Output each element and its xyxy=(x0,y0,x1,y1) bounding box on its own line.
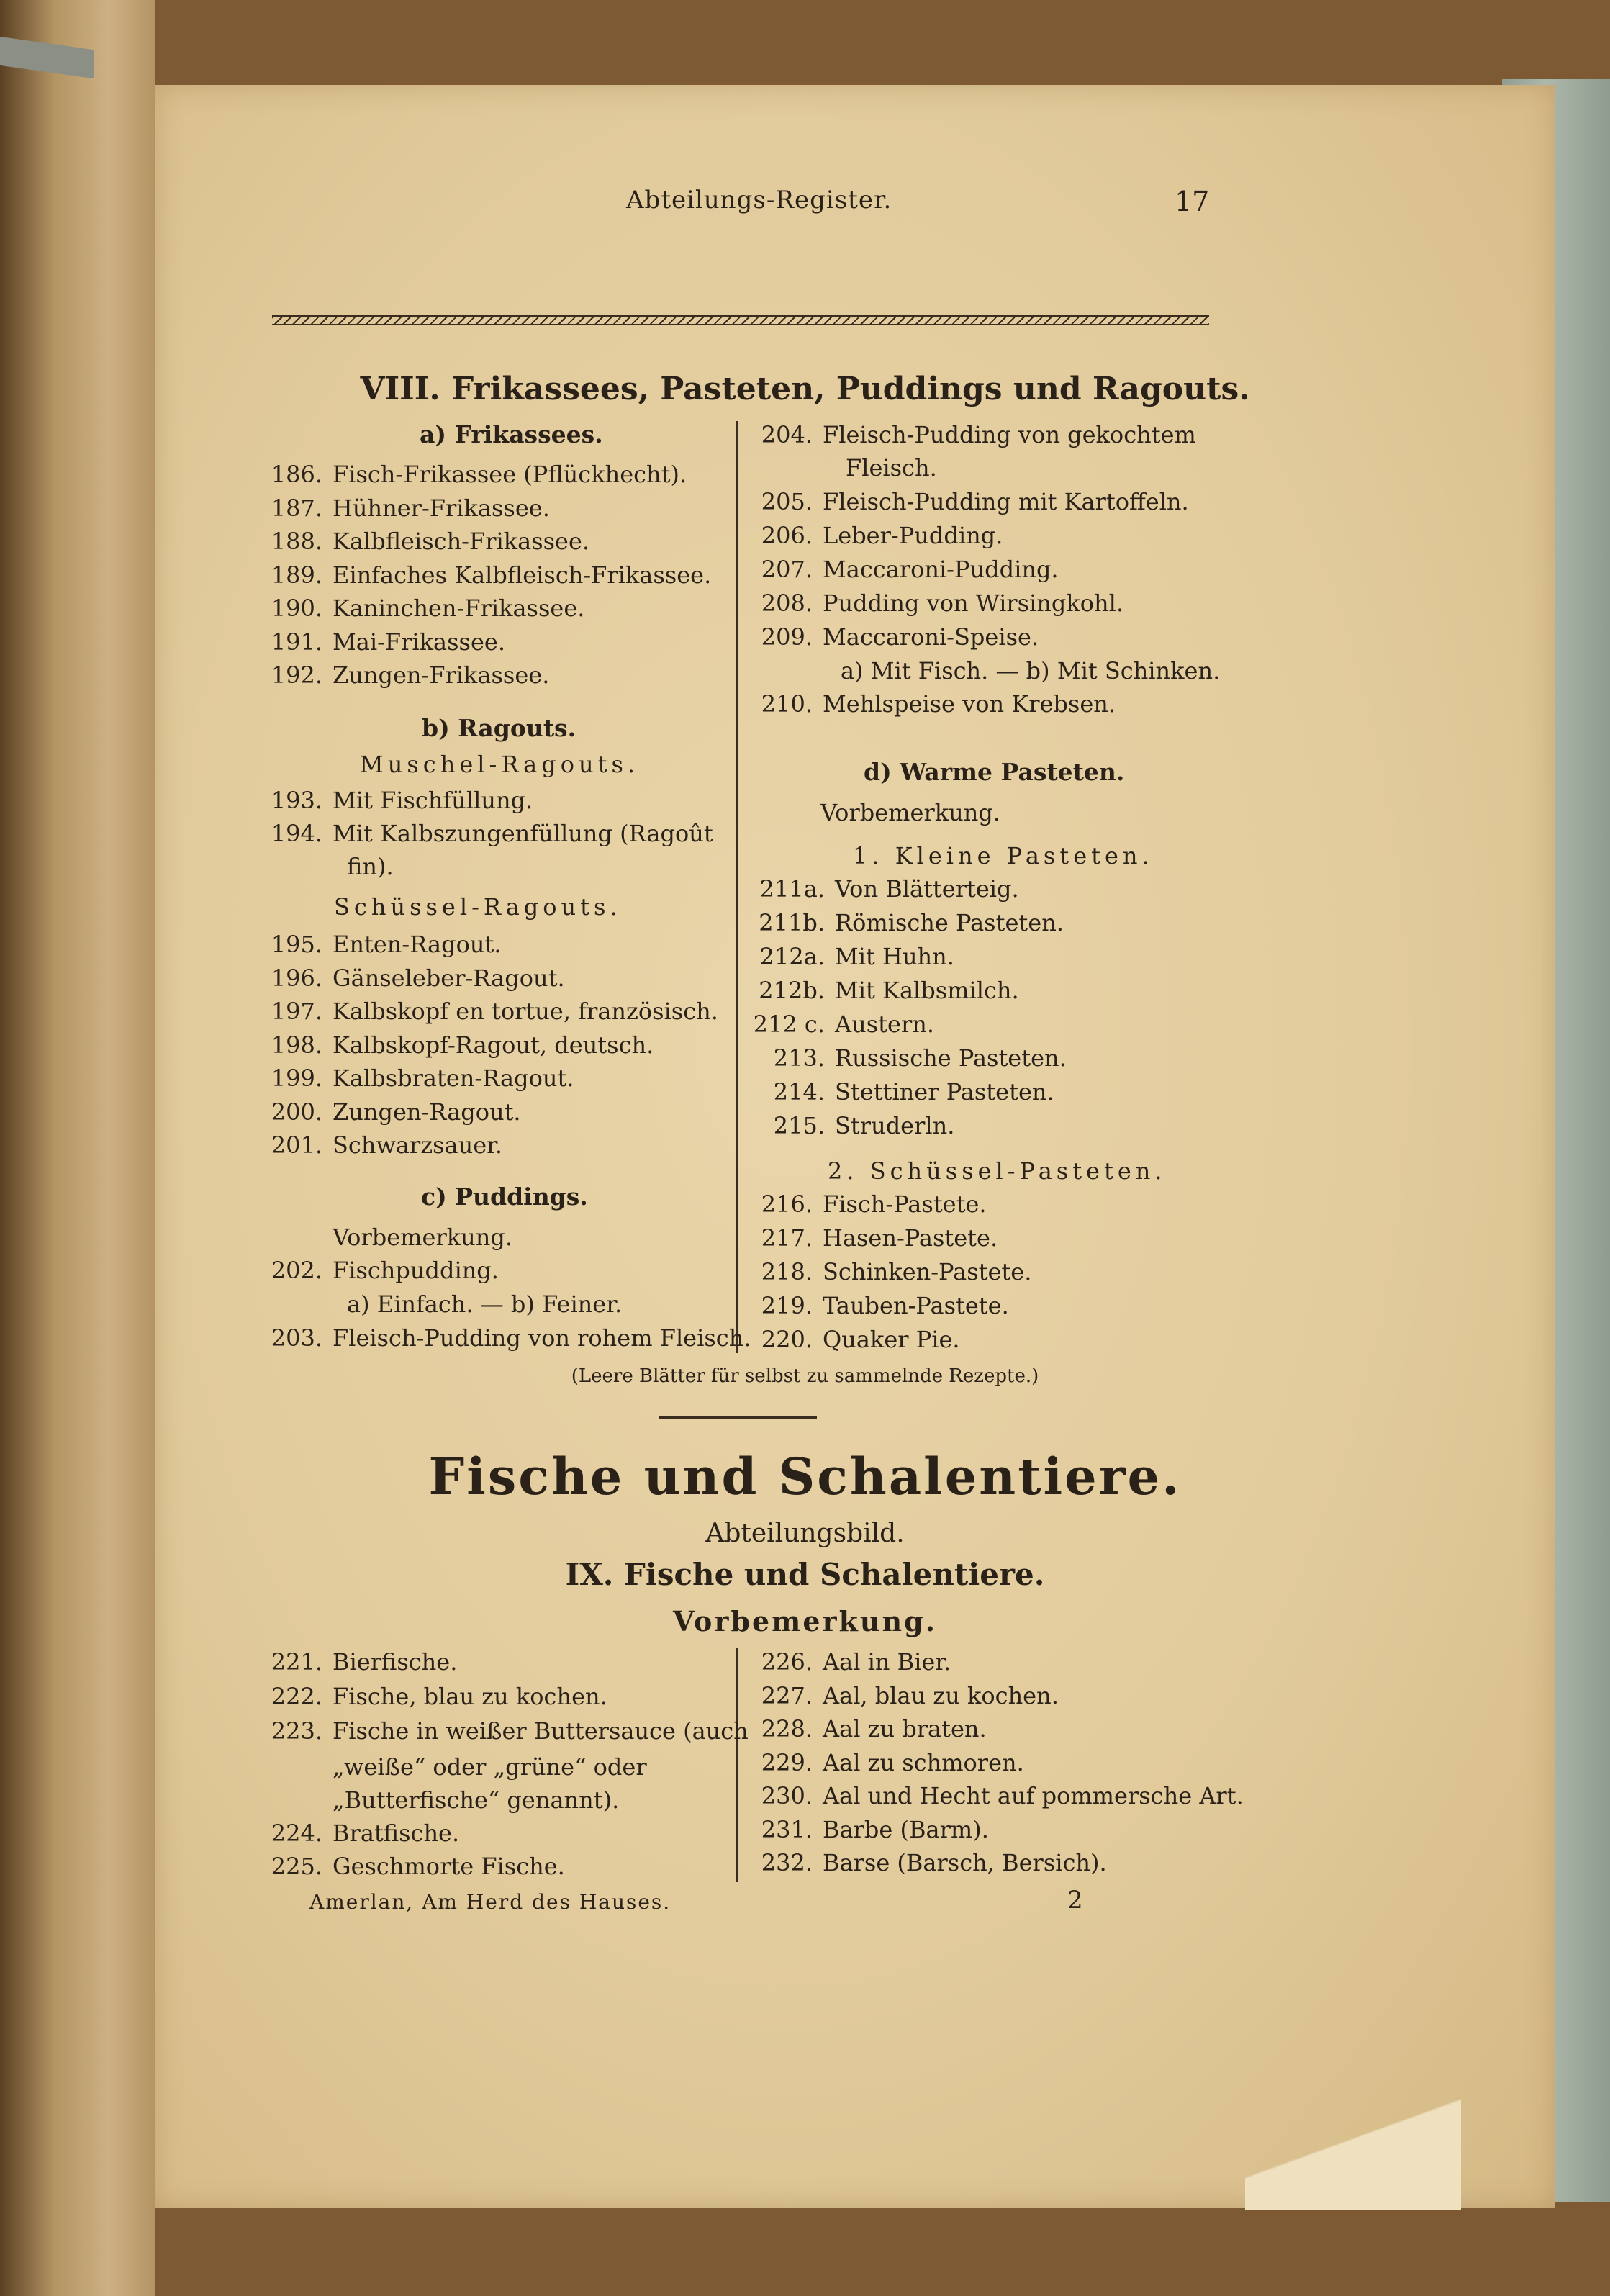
column-divider xyxy=(736,1648,738,1882)
list-item xyxy=(271,661,550,689)
list-item xyxy=(761,1326,960,1353)
vorbemerkung-c: Vorbemerkung. xyxy=(333,1224,512,1251)
item-204-cont: Fleisch. xyxy=(846,454,937,482)
item-text: Kalbskopf en tortue, französisch. xyxy=(333,998,718,1025)
item-number: 211a. xyxy=(759,875,825,903)
item-number: 190. xyxy=(271,595,322,622)
ornamental-rule xyxy=(272,315,1209,325)
item-text: Von Blätterteig. xyxy=(835,875,1019,903)
item-number: 193. xyxy=(271,787,322,814)
list-item xyxy=(759,977,1019,1004)
list-item xyxy=(271,1853,565,1880)
column-divider xyxy=(736,421,738,1353)
item-text: Mit Huhn. xyxy=(835,943,954,970)
list-item xyxy=(271,1820,460,1847)
item-number: 216. xyxy=(761,1190,813,1218)
item-text: Fisch-Pastete. xyxy=(823,1190,987,1218)
item-text: Aal, blau zu kochen. xyxy=(823,1681,1059,1709)
subheading-schuessel: Schüssel-Ragouts. xyxy=(334,893,622,921)
item-text: Austern. xyxy=(835,1011,935,1038)
footer-signature: Amerlan, Am Herd des Hauses. xyxy=(309,1890,671,1914)
item-text: Mit Kalbsmilch. xyxy=(835,977,1019,1004)
list-item xyxy=(759,943,954,970)
item-number: 231. xyxy=(761,1815,813,1843)
list-item xyxy=(271,1131,503,1159)
list-item xyxy=(271,1031,654,1059)
item-text: Mit Fischfüllung. xyxy=(333,787,533,814)
subheading-muschel: Muschel-Ragouts. xyxy=(360,751,640,778)
item-text: Enten-Ragout. xyxy=(333,931,502,958)
item-number: 232. xyxy=(761,1849,813,1876)
list-item xyxy=(759,909,1064,936)
list-item xyxy=(761,556,1059,583)
list-item xyxy=(761,1190,987,1218)
item-number: 221. xyxy=(271,1648,322,1676)
item-number: 217. xyxy=(761,1224,813,1252)
item-text: Barse (Barsch, Bersich). xyxy=(823,1849,1107,1876)
item-209-variants: a) Mit Fisch. — b) Mit Schinken. xyxy=(841,657,1221,684)
item-number: 211b. xyxy=(759,909,825,936)
running-title: Abteilungs-Register. xyxy=(626,186,892,214)
item-number: 204. xyxy=(761,421,813,448)
vorbemerkung-d: Vorbemerkung. xyxy=(820,799,1000,826)
item-number: 224. xyxy=(271,1820,322,1847)
list-item xyxy=(761,421,1196,448)
list-item xyxy=(271,998,718,1025)
item-number: 212b. xyxy=(759,977,825,1004)
item-number: 206. xyxy=(761,522,813,549)
item-text: Aal in Bier. xyxy=(823,1648,951,1676)
list-item xyxy=(271,931,502,958)
subheading-kleine-pasteten: 1. Kleine Pasteten. xyxy=(853,842,1154,869)
item-text: Pudding von Wirsingkohl. xyxy=(823,589,1124,617)
item-text: Hühner-Frikassee. xyxy=(333,494,550,522)
item-text: Fische, blau zu kochen. xyxy=(333,1683,607,1710)
item-text: Fleisch-Pudding mit Kartoffeln. xyxy=(823,488,1189,515)
list-item xyxy=(761,1815,989,1843)
item-number: 188. xyxy=(271,528,322,555)
list-item xyxy=(761,1292,1009,1319)
subheading-d: d) Warme Pasteten. xyxy=(864,758,1125,786)
item-text: Kalbsbraten-Ragout. xyxy=(333,1065,574,1092)
list-item xyxy=(271,595,585,622)
item-number: 194. xyxy=(271,820,322,847)
item-text: Struderln. xyxy=(835,1112,955,1139)
list-item xyxy=(761,1715,987,1743)
list-item xyxy=(271,1717,749,1745)
item-text: Russische Pasteten. xyxy=(835,1044,1067,1072)
item-number: 208. xyxy=(761,589,813,617)
list-item: 202. Fischpudding. xyxy=(271,1257,499,1284)
list-item xyxy=(761,589,1124,617)
item-text: Geschmorte Fische. xyxy=(333,1853,565,1880)
list-item xyxy=(761,1648,951,1676)
item-text: Maccaroni-Speise. xyxy=(823,623,1039,651)
item-number: 186. xyxy=(271,461,322,488)
item-text: Quaker Pie. xyxy=(823,1326,960,1353)
vorbemerkung-ix: Vorbemerkung. xyxy=(673,1605,937,1637)
item-text: Barbe (Barm). xyxy=(823,1815,989,1843)
item-number: 225. xyxy=(271,1853,322,1880)
item-text: Gänseleber-Ragout. xyxy=(333,964,565,992)
part-title: Fische und Schalentiere. xyxy=(428,1447,1182,1506)
item-number: 205. xyxy=(761,488,813,515)
item-text: Fische in weißer Buttersauce (auch xyxy=(333,1717,749,1745)
item-text: Leber-Pudding. xyxy=(823,522,1003,549)
list-item xyxy=(761,488,1189,515)
list-item: 203. Fleisch-Pudding von rohem Fleisch. xyxy=(271,1324,751,1352)
item-number: 222. xyxy=(271,1683,322,1710)
item-text: Aal zu braten. xyxy=(823,1715,987,1743)
section-title-ix: IX. Fische und Schalentiere. xyxy=(565,1557,1045,1592)
item-text: Stettiner Pasteten. xyxy=(835,1078,1054,1106)
list-item: 210. Mehlspeise von Krebsen. xyxy=(761,690,1116,718)
list-item xyxy=(773,1112,955,1139)
subheading-c: c) Puddings. xyxy=(421,1183,588,1211)
list-item xyxy=(271,461,687,488)
list-item xyxy=(761,623,1039,651)
divider-rule xyxy=(659,1416,817,1419)
page-number: 17 xyxy=(1175,186,1210,217)
list-item xyxy=(271,787,533,814)
item-number: 219. xyxy=(761,1292,813,1319)
list-item xyxy=(761,1748,1024,1776)
list-item xyxy=(271,1065,574,1092)
item-text: Fisch-Frikassee (Pflückhecht). xyxy=(333,461,687,488)
item-text: Tauben-Pastete. xyxy=(823,1292,1009,1319)
list-item xyxy=(271,820,713,847)
list-item xyxy=(761,1258,1032,1285)
item-number: 230. xyxy=(761,1782,813,1809)
item-text: Bratfische. xyxy=(333,1820,460,1847)
item-number: 228. xyxy=(761,1715,813,1743)
list-item xyxy=(753,1011,935,1038)
list-item xyxy=(773,1078,1054,1106)
item-number: 198. xyxy=(271,1031,322,1059)
list-item xyxy=(761,522,1003,549)
item-text: Einfaches Kalbfleisch-Frikassee. xyxy=(333,561,712,589)
item-text: Maccaroni-Pudding. xyxy=(823,556,1059,583)
item-number: 212 c. xyxy=(753,1011,825,1038)
list-item xyxy=(271,1683,607,1710)
list-item xyxy=(759,875,1019,903)
subheading-b: b) Ragouts. xyxy=(422,714,576,742)
item-number: 191. xyxy=(271,628,322,656)
item-text: Schwarzsauer. xyxy=(333,1131,503,1159)
item-number: 213. xyxy=(773,1044,825,1072)
list-item xyxy=(271,964,565,992)
item-text: Zungen-Frikassee. xyxy=(333,661,550,689)
item-number: 189. xyxy=(271,561,322,589)
item-number: 207. xyxy=(761,556,813,583)
item-number: 192. xyxy=(271,661,322,689)
item-number: 201. xyxy=(271,1131,322,1159)
list-item xyxy=(271,494,550,522)
list-item xyxy=(271,561,712,589)
item-text: Aal und Hecht auf pommersche Art. xyxy=(823,1782,1244,1809)
list-item xyxy=(761,1224,998,1252)
item-number: 199. xyxy=(271,1065,322,1092)
item-194-cont: fin). xyxy=(347,853,394,880)
subheading-schuessel-pasteten: 2. Schüssel-Pasteten. xyxy=(828,1157,1167,1185)
blank-pages-note: (Leere Blätter für selbst zu sammelnde Rezepte.) xyxy=(571,1365,1039,1387)
list-item xyxy=(271,628,505,656)
item-text: Aal zu schmoren. xyxy=(823,1748,1024,1776)
list-item xyxy=(271,528,590,555)
item-number: 226. xyxy=(761,1648,813,1676)
part-subtitle: Abteilungsbild. xyxy=(705,1519,905,1548)
item-number: 209. xyxy=(761,623,813,651)
item-number: 227. xyxy=(761,1681,813,1709)
book-spine xyxy=(0,0,155,2296)
item-number: 196. xyxy=(271,964,322,992)
item-text: Schinken-Pastete. xyxy=(823,1258,1032,1285)
item-text: Kalbskopf-Ragout, deutsch. xyxy=(333,1031,654,1059)
footer-sheet-number: 2 xyxy=(1067,1886,1083,1915)
list-item xyxy=(761,1681,1059,1709)
item-223-cont-a: „weiße“ oder „grüne“ oder xyxy=(333,1753,647,1781)
list-item xyxy=(271,1648,458,1676)
item-text: Kaninchen-Frikassee. xyxy=(333,595,585,622)
list-item xyxy=(761,1782,1244,1809)
item-223-cont-b: „Butterfische“ genannt). xyxy=(333,1786,620,1814)
item-text: Römische Pasteten. xyxy=(835,909,1064,936)
item-number: 215. xyxy=(773,1112,825,1139)
item-number: 187. xyxy=(271,494,322,522)
item-text: Bierfische. xyxy=(333,1648,458,1676)
item-number: 212a. xyxy=(759,943,825,970)
subheading-a: a) Frikassees. xyxy=(420,420,603,448)
item-202-variants: a) Einfach. — b) Feiner. xyxy=(347,1291,623,1318)
item-number: 229. xyxy=(761,1748,813,1776)
page-fold xyxy=(1245,2066,1461,2210)
item-number: 195. xyxy=(271,931,322,958)
section-title-viii: VIII. Frikassees, Pasteten, Puddings und Ragouts. xyxy=(360,371,1250,407)
item-text: Mai-Frikassee. xyxy=(333,628,505,656)
item-text: Zungen-Ragout. xyxy=(333,1098,521,1126)
list-item xyxy=(271,1098,521,1126)
item-text: Kalbfleisch-Frikassee. xyxy=(333,528,590,555)
item-text: Fleisch-Pudding von gekochtem xyxy=(823,421,1196,448)
list-item xyxy=(773,1044,1067,1072)
item-number: 220. xyxy=(761,1326,813,1353)
item-number: 197. xyxy=(271,998,322,1025)
item-number: 223. xyxy=(271,1717,322,1745)
list-item xyxy=(761,1849,1107,1876)
item-text: Hasen-Pastete. xyxy=(823,1224,998,1252)
item-text: Mit Kalbszungenfüllung (Ragoût xyxy=(333,820,713,847)
item-number: 218. xyxy=(761,1258,813,1285)
item-number: 214. xyxy=(773,1078,825,1106)
item-number: 200. xyxy=(271,1098,322,1126)
